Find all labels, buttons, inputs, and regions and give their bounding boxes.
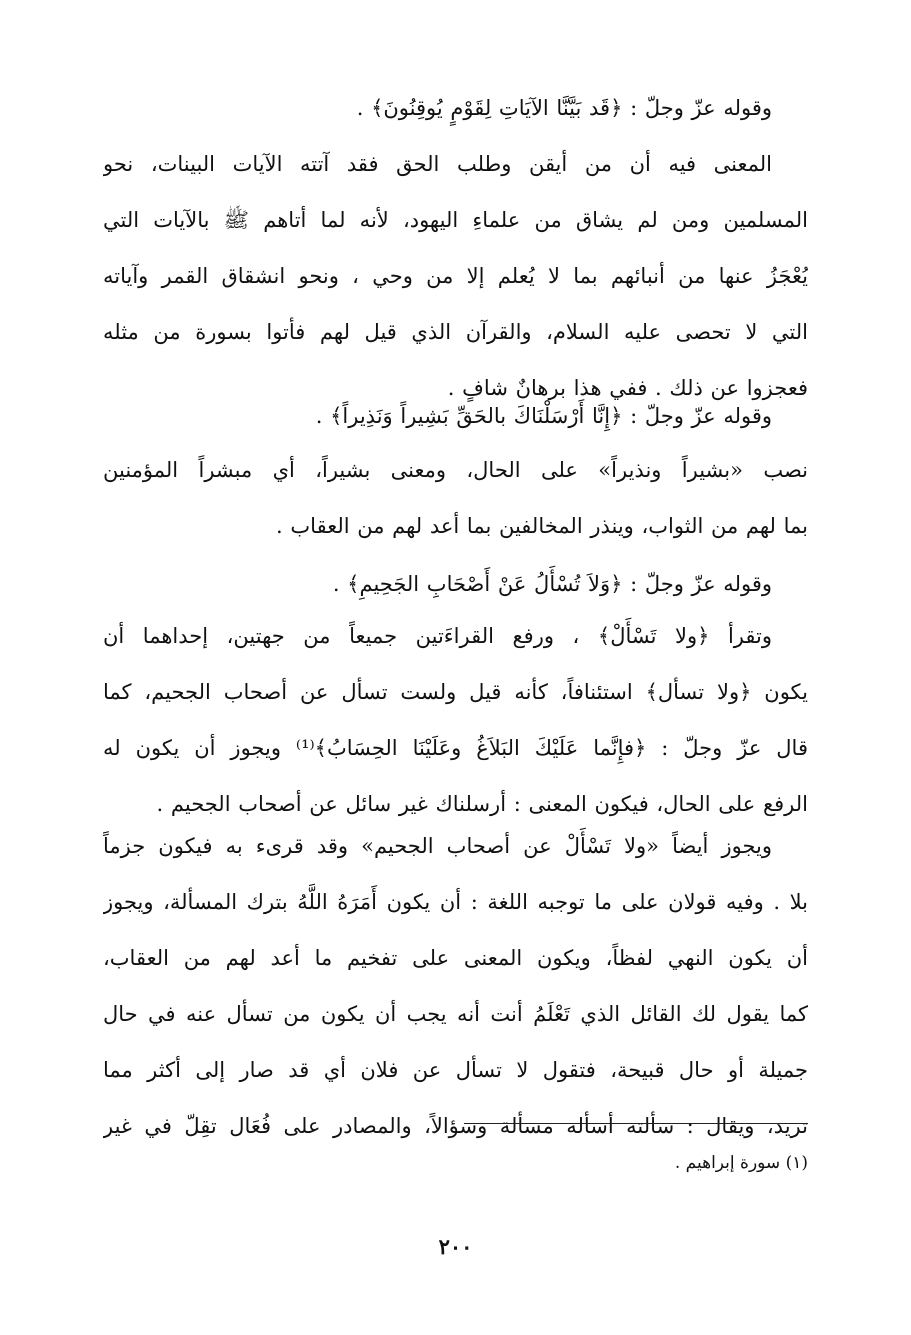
text-line: وقوله عزّ وجلّ : ﴿إِنَّا أَرْسَلْنَاكَ بالحَقِّ بَشِيراً وَنَذِيراً﴾ .	[315, 404, 772, 428]
page-number: ٢٠٠	[438, 1234, 473, 1259]
text-line: يُعْجَزُ عنها من أنبائهم بما لا يُعلم إلا من وحي ، ونحو انشقاق القمر وآياته	[103, 264, 808, 288]
text-line: بلا . وفيه قولان على ما توجبه اللغة : أن يكون أَمَرَهُ اللَّهُ بترك المسألة، ويجوز	[103, 890, 808, 914]
text-line: المعنى فيه أن من أيقن وطلب الحق فقد آتته الآيات البينات، نحو	[103, 152, 772, 176]
text-line: المسلمين ومن لم يشاق من علماءِ اليهود، لأنه لما أتاهم ﷺ بالآيات التي	[103, 208, 808, 232]
text-line: أن يكون النهي لفظاً، ويكون المعنى على تفخيم ما أعد لهم من العقاب،	[103, 946, 808, 970]
commentary-paragraph-1	[103, 136, 808, 416]
footnote-divider	[464, 1123, 808, 1124]
commentary-paragraph-3	[103, 608, 808, 832]
text-line: وقوله عزّ وجلّ : ﴿وَلاَ تُسْأَلُ عَنْ أَصْحَابِ الجَحِيمِ﴾ .	[332, 572, 772, 596]
text-line: وقوله عزّ وجلّ : ﴿قَد بَيَّنَّا الآيَاتِ لِقَوْمٍ يُوقِنُونَ﴾ .	[356, 96, 772, 120]
text-line: الرفع على الحال، فيكون المعنى : أرسلناك غير سائل عن أصحاب الجحيم .	[156, 792, 808, 816]
text-line: وتقرأ ﴿ولا تَسْأَلْ﴾ ، ورفع القراءَتين جميعاً من جهتين، إحداهما أن	[103, 624, 772, 648]
text-line: نصب «بشيراً ونذيراً» على الحال، ومعنى بشيراً، أي مبشراً المؤمنين	[103, 458, 808, 482]
text-line: تريد، ويقال : سألته أسأله مسألة وسؤالاً، والمصادر على فُعَال تقِلّ في غير	[103, 1114, 808, 1138]
text-line: قال عزّ وجلّ : ﴿فإِنَّما عَلَيْكَ البَلاَغُ وعَلَيْنَا الحِسَابُ﴾⁽¹⁾ ويجوز أن يكون له	[103, 736, 808, 760]
verse-heading-1	[103, 80, 808, 136]
commentary-paragraph-2	[103, 442, 808, 554]
text-line: يكون ﴿ولا تسأل﴾ استئنافاً، كأنه قيل ولست تسأل عن أصحاب الجحيم، كما	[103, 680, 808, 704]
verse-heading-3	[103, 556, 808, 612]
text-line: فعجزوا عن ذلك . ففي هذا برهانٌ شافٍ .	[447, 376, 808, 400]
verse-heading-2	[103, 388, 808, 444]
text-line: بما لهم من الثواب، وينذر المخالفين بما أعد لهم من العقاب .	[276, 514, 808, 538]
text-line: التي لا تحصى عليه السلام، والقرآن الذي قيل لهم فأتوا بسورة من مثله	[103, 320, 808, 344]
footnote: (١) سورة إبراهيم .	[674, 1153, 808, 1173]
text-line: جميلة أو حال قبيحة، فتقول لا تسأل عن فلان أي قد صار إلى أكثر مما	[103, 1058, 808, 1082]
text-line: ويجوز أيضاً «ولا تَسْأَلْ عن أصحاب الجحيم» وقد قرىء به فيكون جزماً	[103, 834, 772, 858]
commentary-paragraph-4	[103, 818, 808, 1154]
text-line: كما يقول لك القائل الذي تَعْلَمُ أنت أنه يجب أن يكون من تسأل عنه في حال	[103, 1002, 808, 1026]
